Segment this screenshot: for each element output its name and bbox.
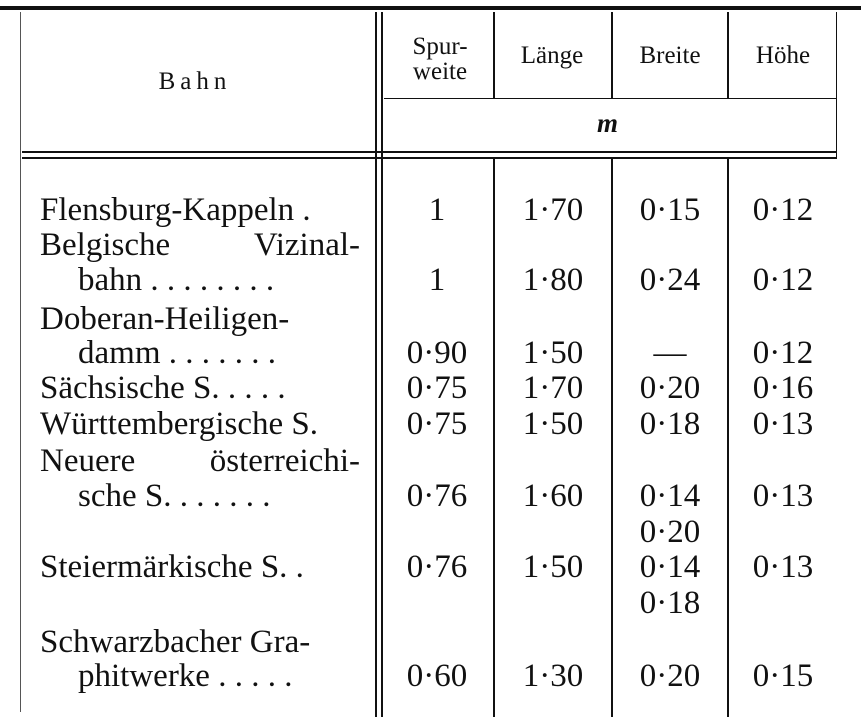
row-6-spur: 0·76: [406, 478, 468, 514]
row-1-spur: 1: [428, 192, 446, 228]
row-2-name-line1: [40, 227, 360, 263]
row-5-spur: 0·75: [406, 406, 468, 442]
row-4-breite: 0·20: [639, 370, 701, 406]
row-7-breite-lower: 0·18: [639, 585, 701, 621]
row-7-breite-upper: 0·20: [639, 514, 701, 550]
breite-divider-body: [727, 159, 729, 717]
row-7-hoehe: 0·13: [752, 549, 814, 585]
header-rule-lower: [22, 157, 837, 159]
row-5-breite: 0·18: [639, 406, 701, 442]
row-1-laenge: 1·70: [522, 192, 584, 228]
row-3-laenge: 1·50: [522, 335, 584, 371]
row-5-name: Württembergische S.: [40, 406, 318, 442]
row-2-spur: 1: [428, 262, 446, 298]
header-rule-upper: [22, 151, 837, 153]
row-7-laenge: 1·50: [522, 549, 584, 585]
top-rule: [0, 6, 861, 10]
row-2-hoehe: 0·12: [752, 262, 814, 298]
row-3-breite: —: [653, 335, 687, 371]
row-1-breite: 0·15: [639, 192, 701, 228]
spur-divider-body: [493, 159, 495, 717]
row-6-breite: 0·14: [639, 478, 701, 514]
row-4-laenge: 1·70: [522, 370, 584, 406]
header-spurweite-line2: weite: [412, 58, 468, 85]
row-3-name-line1: Doberan-Heiligen-: [40, 301, 290, 337]
row-8-laenge: 1·30: [522, 658, 584, 694]
header-spurweite-line1: Spur-: [412, 33, 468, 60]
row-6-name-line1: [40, 443, 360, 479]
row-7-spur: 0·76: [406, 549, 468, 585]
row-1-name: Flensburg-Kappeln .: [40, 192, 311, 228]
row-8-spur: 0·60: [406, 658, 468, 694]
row-4-spur: 0·75: [406, 370, 468, 406]
row-4-hoehe: 0·16: [752, 370, 814, 406]
row-3-spur: 0·90: [406, 335, 468, 371]
row-6-name-line2: sche S. . . . . . .: [78, 478, 271, 514]
row-5-laenge: 1·50: [522, 406, 584, 442]
subheader-rule: [384, 98, 836, 99]
bahn-divider-2: [381, 12, 383, 717]
left-border: [20, 12, 21, 712]
bahn-divider-1: [375, 12, 377, 717]
row-2-name-word1: Belgische: [40, 227, 171, 263]
row-3-name-line2: damm . . . . . . .: [78, 335, 276, 371]
row-2-laenge: 1·80: [522, 262, 584, 298]
spur-divider: [493, 12, 495, 99]
row-3-hoehe: 0·12: [752, 335, 814, 371]
row-6-hoehe: 0·13: [752, 478, 814, 514]
row-2-name-line2: bahn . . . . . . . .: [78, 262, 275, 298]
header-unit: m: [597, 108, 619, 138]
row-8-hoehe: 0·15: [752, 658, 814, 694]
laenge-divider: [611, 12, 613, 99]
row-6-laenge: 1·60: [522, 478, 584, 514]
header-hoehe: Höhe: [755, 42, 811, 69]
row-7-breite-middle: 0·14: [639, 549, 701, 585]
header-breite: Breite: [639, 42, 701, 69]
row-2-breite: 0·24: [639, 262, 701, 298]
right-border: [836, 12, 837, 157]
row-8-name-line1: Schwarzbacher Gra-: [40, 624, 311, 660]
breite-divider: [727, 12, 729, 99]
header-laenge: Länge: [520, 42, 584, 69]
row-8-name-line2: phitwerke . . . . .: [78, 658, 293, 694]
row-6-name-word2: österreichi-: [209, 443, 360, 479]
row-1-hoehe: 0·12: [752, 192, 814, 228]
laenge-divider-body: [611, 159, 613, 717]
row-5-hoehe: 0·13: [752, 406, 814, 442]
row-4-name: Sächsische S. . . . .: [40, 370, 286, 406]
header-bahn: Bahn: [158, 68, 232, 95]
row-6-name-word1: Neuere: [40, 443, 136, 479]
row-7-name: Steiermärkische S. .: [40, 549, 304, 585]
row-2-name-word2: Vizinal-: [253, 227, 360, 263]
row-8-breite: 0·20: [639, 658, 701, 694]
